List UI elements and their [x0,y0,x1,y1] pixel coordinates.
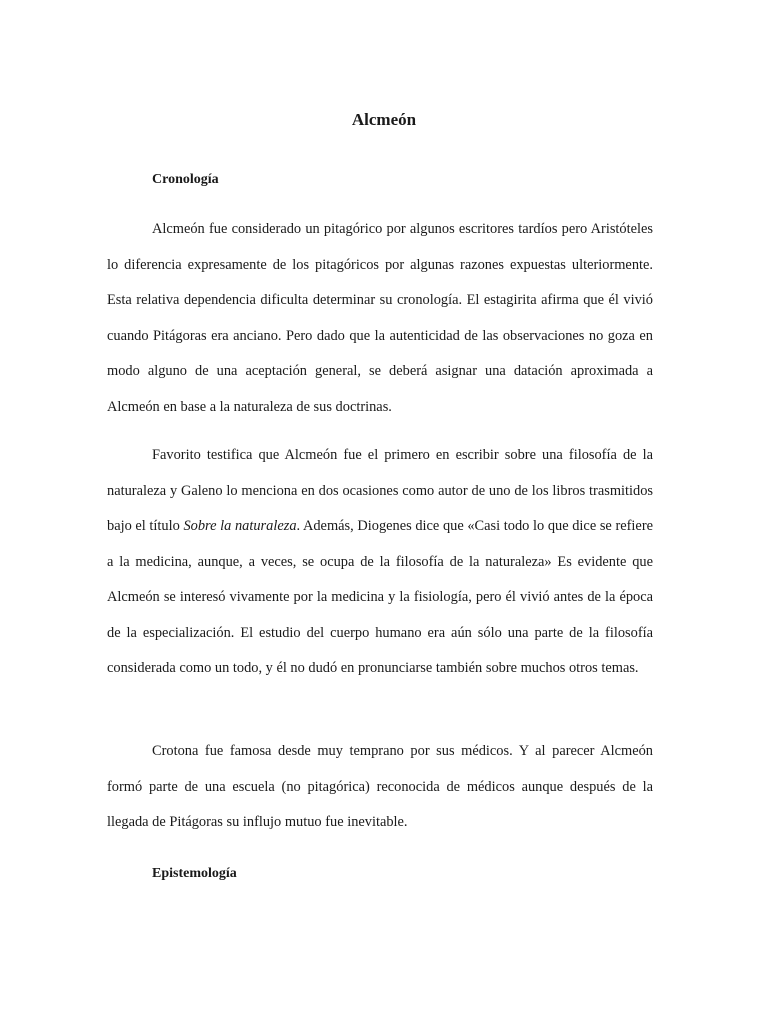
section-heading-cronologia: Cronología [152,172,219,187]
book-title-italic: Sobre la naturaleza [183,518,297,534]
paragraph-2 [107,438,653,687]
paragraph-2-text-b: . Además, Diogenes dice que «Casi todo lo que dice se refiere a la medicina, aunque, a veces, se ocupa de la filosofía de la naturaleza» Es evidente que Alcmeón se interesó vivamente por la medicina y la fisiología, pero él vivió antes de la época de la especialización. El estudio del cuerpo humano era aún sólo una parte de la filosofía considerada como un todo, y él no dudó en pronunciarse también sobre muchos otros temas. [107,518,653,676]
section-heading-epistemologia: Epistemología [152,866,237,881]
paragraph-2-text-a: Favorito testifica que Alcmeón fue el primero en escribir sobre una filosofía de la naturaleza y Galeno lo menciona en dos ocasiones como autor de uno de los libros trasmitidos bajo el título [107,447,653,534]
paragraph-1: Alcmeón fue considerado un pitagórico por algunos escritores tardíos pero Aristóteles lo diferencia expresamente de los pitagóricos por algunas razones expuestas ulteriormente. Esta relativa dependencia dificulta determinar su cronología. El estagirita afirma que él vivió cuando Pitágoras era anciano. Pero dado que la autenticidad de las observaciones no goza en modo alguno de una aceptación general, se deberá asignar una datación aproximada a Alcmeón en base a la naturaleza de sus doctrinas. [107,221,653,415]
page-title: Alcmeón [351,110,417,129]
paragraph-3: Crotona fue famosa desde muy temprano por sus médicos. Y al parecer Alcmeón formó parte de una escuela (no pitagórica) reconocida de médicos aunque después de la llegada de Pitágoras su influjo mutuo fue inevitable. [107,743,653,830]
